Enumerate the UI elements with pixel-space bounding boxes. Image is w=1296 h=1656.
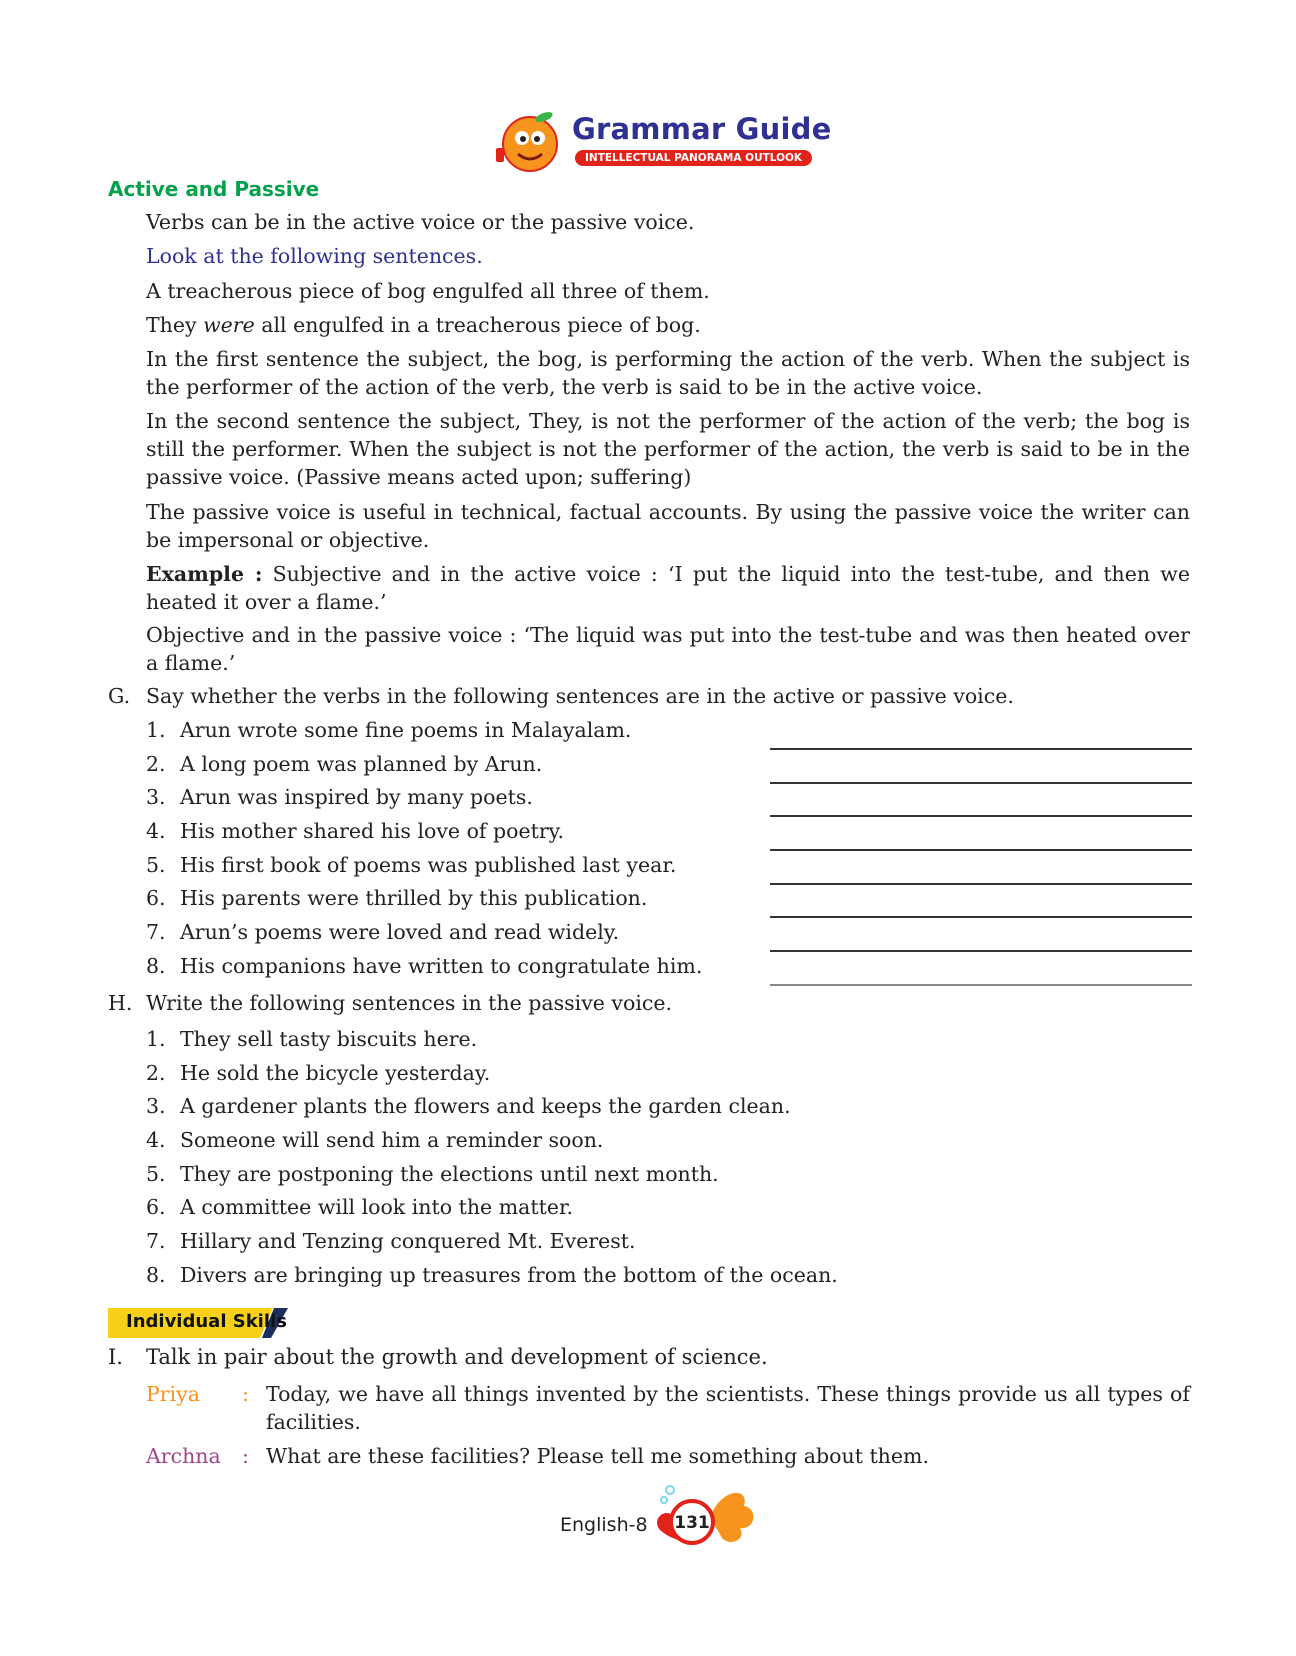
sentence-part: all engulfed in a treacherous piece of bog.	[254, 313, 701, 337]
item-number: 8.	[146, 954, 166, 978]
item-text: Someone will send him a reminder soon.	[180, 1128, 604, 1152]
list-item	[146, 1027, 477, 1051]
item-text: A committee will look into the matter.	[180, 1195, 574, 1219]
exercise-g-instruction: Say whether the verbs in the following sentences are in the active or passive voice.	[146, 684, 1014, 708]
item-number: 1.	[146, 1027, 166, 1051]
list-item	[146, 718, 631, 742]
item-text: They sell tasty biscuits here.	[180, 1027, 478, 1051]
logo-title: Grammar Guide	[572, 112, 832, 146]
exercise-i-instruction: Talk in pair about the growth and development of science.	[146, 1345, 768, 1369]
item-text: His first book of poems was published last year.	[180, 853, 677, 877]
item-number: 4.	[146, 819, 166, 843]
answer-blank[interactable]	[770, 950, 1192, 952]
item-text: Divers are bringing up treasures from the bottom of the ocean.	[180, 1263, 838, 1287]
list-item	[146, 886, 647, 910]
orange-mascot-icon	[490, 108, 572, 176]
item-number: 8.	[146, 1263, 166, 1287]
sentence-part: They	[146, 313, 204, 337]
item-number: 2.	[146, 1061, 166, 1085]
dialogue-line: What are these facilities? Please tell me something about them.	[266, 1444, 929, 1468]
list-item	[146, 1263, 838, 1287]
speaker-name-archna: Archna	[146, 1444, 221, 1468]
item-number: 6.	[146, 886, 166, 910]
explanation-paragraph: In the first sentence the subject, the bog, is performing the action of the verb. When the subject is the performer of the action of the verb, the verb is said to be in the active voice.	[146, 347, 1190, 399]
look-instruction: Look at the following sentences.	[146, 244, 483, 268]
item-text: Arun was inspired by many poets.	[180, 785, 533, 809]
example-sentence-passive	[146, 311, 1190, 339]
emphasized-word: were	[203, 313, 255, 337]
list-item	[146, 1094, 791, 1118]
logo-subtitle: INTELLECTUAL PANORAMA OUTLOOK	[575, 150, 812, 166]
item-number: 5.	[146, 1162, 166, 1186]
item-text: Arun’s poems were loved and read widely.	[180, 920, 620, 944]
intro-text: Verbs can be in the active voice or the passive voice.	[146, 210, 695, 234]
answer-blank[interactable]	[770, 883, 1192, 885]
list-item	[146, 752, 542, 776]
example-text: Subjective and in the active voice : ‘I put the liquid into the test-tube, and then we heated it over a flame.’	[146, 562, 1190, 614]
item-text: A long poem was planned by Arun.	[180, 752, 543, 776]
item-text: Hillary and Tenzing conquered Mt. Everest.	[180, 1229, 636, 1253]
list-item	[146, 1229, 636, 1253]
item-number: 7.	[146, 920, 166, 944]
example-sentence-active: A treacherous piece of bog engulfed all three of them.	[146, 279, 710, 303]
answer-blank[interactable]	[770, 984, 1192, 986]
section-title: Active and Passive	[108, 177, 320, 201]
list-item	[146, 1195, 573, 1219]
answer-blank[interactable]	[770, 748, 1192, 750]
list-item	[146, 819, 564, 843]
exercise-h-letter: H.	[108, 991, 133, 1015]
item-number: 4.	[146, 1128, 166, 1152]
footer-book-title: English-8	[560, 1514, 648, 1536]
item-number: 2.	[146, 752, 166, 776]
list-item	[146, 853, 676, 877]
dialogue-line: Today, we have all things invented by the scientists. These things provide us all types of facilities.	[266, 1382, 1190, 1434]
skills-tab-label: Individual Skills	[126, 1311, 287, 1332]
item-number: 3.	[146, 785, 166, 809]
dialogue-colon: :	[242, 1444, 249, 1468]
item-text: A gardener plants the flowers and keeps the garden clean.	[180, 1094, 791, 1118]
exercise-g-letter: G.	[108, 684, 131, 708]
item-number: 6.	[146, 1195, 166, 1219]
example-label: Example :	[146, 562, 263, 586]
list-item	[146, 1128, 603, 1152]
item-number: 5.	[146, 853, 166, 877]
dialogue-colon: :	[242, 1382, 249, 1406]
exercise-h-instruction: Write the following sentences in the passive voice.	[146, 991, 673, 1015]
explanation-paragraph: In the second sentence the subject, They, is not the performer of the action of the verb; the bog is still the performer. When the subject is not the performer of the action, the verb is said to be in the passive voice. (Passive means acted upon; suffering)	[146, 409, 1190, 489]
list-item	[146, 920, 619, 944]
explanation-paragraph: The passive voice is useful in technical, factual accounts. By using the passive voice the writer can be impersonal or objective.	[146, 500, 1190, 552]
list-item	[146, 954, 702, 978]
list-item	[146, 1061, 490, 1085]
item-number: 1.	[146, 718, 166, 742]
page-number: 131	[674, 1513, 710, 1533]
speaker-name-priya: Priya	[146, 1382, 200, 1406]
answer-blank[interactable]	[770, 916, 1192, 918]
example-paragraph	[146, 560, 1190, 616]
item-text: Arun wrote some fine poems in Malayalam.	[180, 718, 632, 742]
objective-paragraph: Objective and in the passive voice : ‘The liquid was put into the test-tube and was then heated over a flame.’	[146, 623, 1190, 675]
item-text: He sold the bicycle yesterday.	[180, 1061, 491, 1085]
item-number: 3.	[146, 1094, 166, 1118]
exercise-i-letter: I.	[108, 1345, 123, 1369]
item-text: His mother shared his love of poetry.	[180, 819, 565, 843]
item-text: They are postponing the elections until next month.	[180, 1162, 719, 1186]
answer-blank[interactable]	[770, 849, 1192, 851]
item-number: 7.	[146, 1229, 166, 1253]
answer-blank[interactable]	[770, 815, 1192, 817]
answer-blank[interactable]	[770, 782, 1192, 784]
list-item	[146, 1162, 719, 1186]
list-item	[146, 785, 533, 809]
item-text: His parents were thrilled by this publication.	[180, 886, 648, 910]
item-text: His companions have written to congratulate him.	[180, 954, 703, 978]
